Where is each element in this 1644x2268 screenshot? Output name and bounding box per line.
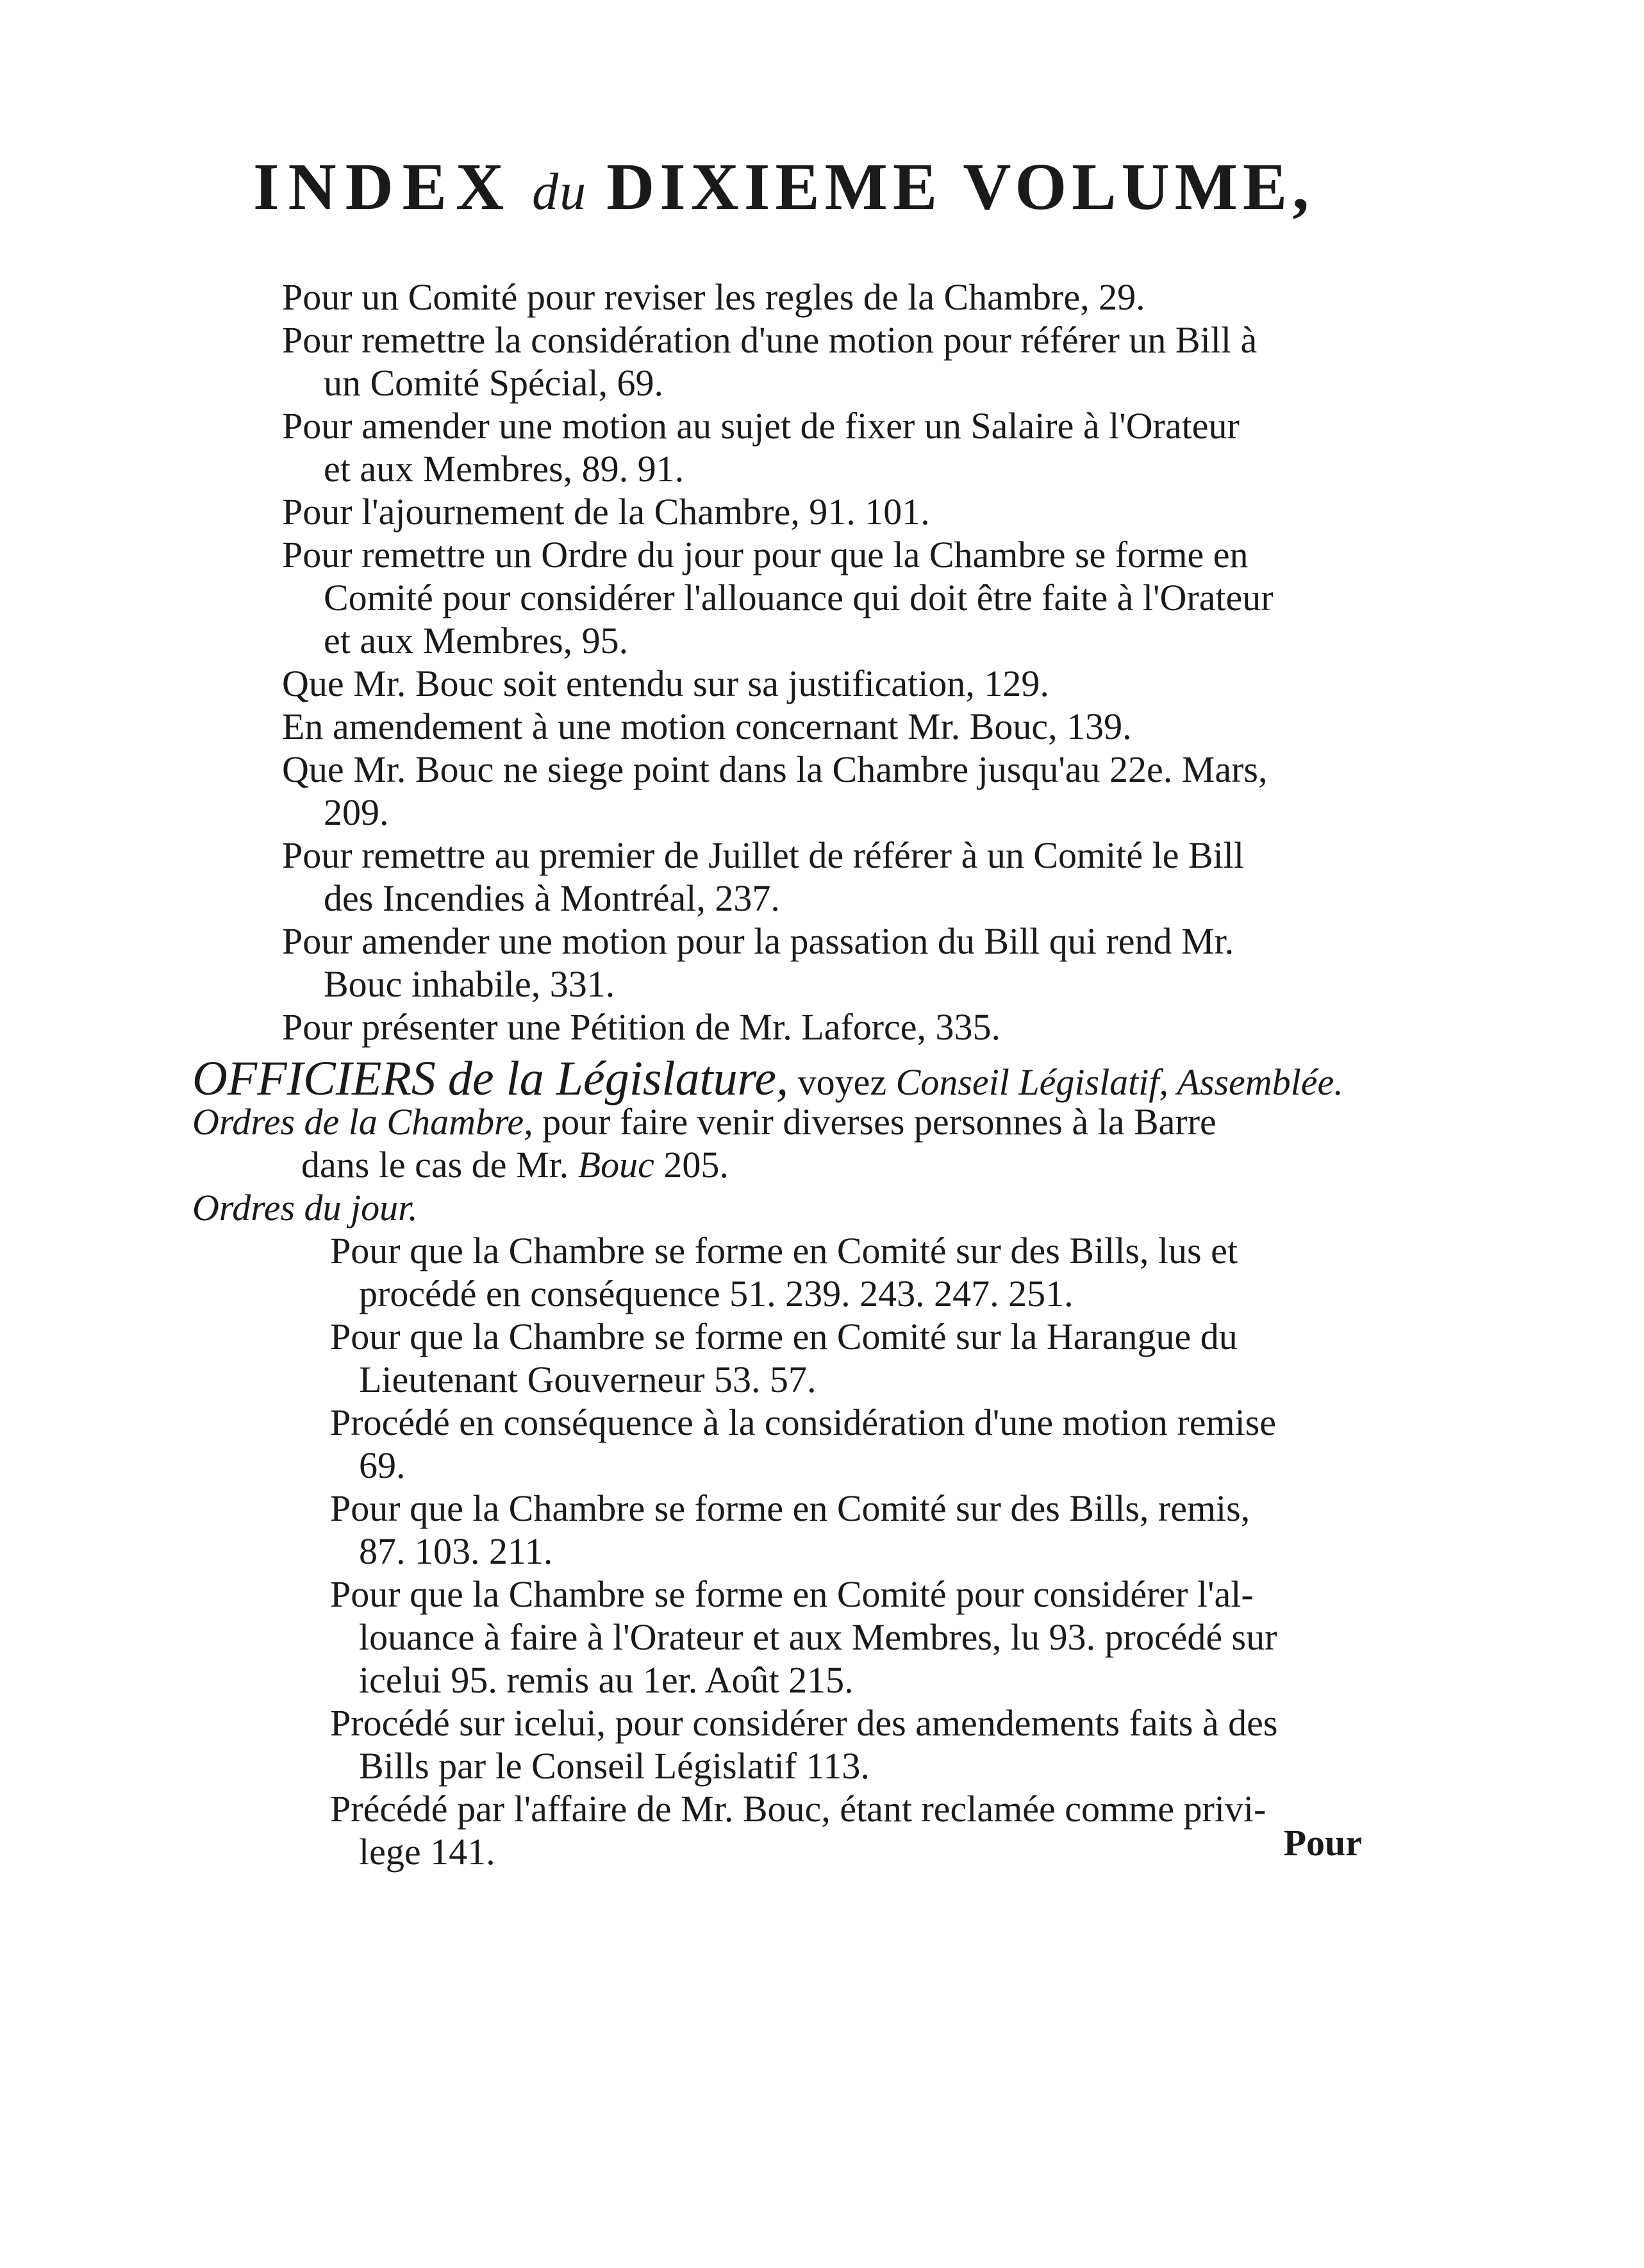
ordres-jour-line: Lieutenant Gouverneur 53. 57. [359,1359,817,1400]
entry-line: Pour remettre au premier de Juillet de référer à un Comité le Bill [282,834,1245,876]
ordres-jour-line: louance à faire à l'Orateur et aux Membres, lu 93. procédé sur [359,1616,1277,1658]
ordres-jour-line: 87. 103. 211. [359,1530,553,1572]
entry-line: des Incendies à Montréal, 237. [324,877,780,919]
ordres-chambre-page: 205. [663,1144,729,1186]
entry-line: un Comité Spécial, 69. [324,362,663,404]
officiers-label: OFFICIERS de la Législature, [192,1052,789,1105]
title-volume: DIXIEME VOLUME, [606,150,1315,224]
ordres-jour-line: Pour que la Chambre se forme en Comité sur des Bills, lus et [330,1230,1238,1271]
officiers-heading [192,1052,1423,1105]
officiers-voyez: voyez [797,1061,887,1103]
entry-line: Pour l'ajournement de la Chambre, 91. 101. [282,491,930,533]
ordres-jour-line: Pour que la Chambre se forme en Comité sur des Bills, remis, [330,1487,1250,1529]
officiers-refs: Conseil Législatif, Assemblée. [895,1061,1343,1103]
ordres-chambre-cont-text: dans le cas de Mr. [301,1144,569,1186]
ordres-jour-line: Pour que la Chambre se forme en Comité sur la Harangue du [330,1316,1238,1357]
ordres-chambre-text: pour faire venir diverses personnes à la Barre [542,1101,1216,1143]
ordres-chambre-label: Ordres de la Chambre, [192,1101,533,1143]
ordres-jour-heading [192,1186,1423,1229]
entry-line: Pour un Comité pour reviser les regles de la Chambre, 29. [282,276,1145,318]
entry-line: Pour amender une motion pour la passation du Bill qui rend Mr. [282,920,1234,962]
ordres-jour-line: Procédé sur icelui, pour considérer des amendements faits à des [330,1702,1278,1744]
title-index: INDEX [253,150,513,224]
entry-line: et aux Membres, 95. [324,620,629,661]
ordres-jour-line: Procédé en conséquence à la considération d'une motion remise [330,1402,1277,1443]
index-entries [192,276,1423,1873]
entry-line: Pour amender une motion au sujet de fixer un Salaire à l'Orateur [282,405,1240,447]
ordres-jour-line: 69. [359,1444,406,1486]
ordres-jour-entries [192,1229,1423,1873]
entry-line: Pour présenter une Pétition de Mr. Laforce, 335. [282,1006,1001,1048]
ordres-chambre-cont [192,1143,1423,1186]
title-du: du [532,162,588,220]
entry-line: Comité pour considérer l'allouance qui doit être faite à l'Orateur [324,577,1274,618]
ordres-jour-line: Bills par le Conseil Législatif 113. [359,1745,870,1787]
ordres-jour-line: Précédé par l'affaire de Mr. Bouc, étant reclamée comme privi- [330,1788,1266,1830]
ordres-jour-line: procédé en conséquence 51. 239. 243. 247. 251. [359,1273,1074,1314]
catchword: Pour [1283,1822,1362,1864]
entry-line: 209. [324,791,389,833]
entry-line: Que Mr. Bouc soit entendu sur sa justification, 129. [282,663,1049,704]
page-title [253,150,1343,224]
ordres-chambre-heading [192,1100,1423,1143]
entry-line: Pour remettre la considération d'une motion pour référer un Bill à [282,319,1258,361]
ordres-jour-line: lege 141. [359,1831,495,1873]
ordres-jour-line: icelui 95. remis au 1er. Août 215. [359,1659,854,1701]
entry-line: et aux Membres, 89. 91. [324,448,685,490]
entry-line: Que Mr. Bouc ne siege point dans la Chambre jusqu'au 22e. Mars, [282,749,1268,790]
ordres-jour-line: Pour que la Chambre se forme en Comité pour considérer l'al- [330,1573,1254,1615]
entry-line: En amendement à une motion concernant Mr. Bouc, 139. [282,706,1132,747]
entry-line: Bouc inhabile, 331. [324,963,615,1005]
ordres-chambre-bouc: Bouc [577,1144,654,1186]
entry-line: Pour remettre un Ordre du jour pour que la Chambre se forme en [282,534,1249,575]
ordres-jour-label: Ordres du jour. [192,1187,418,1229]
